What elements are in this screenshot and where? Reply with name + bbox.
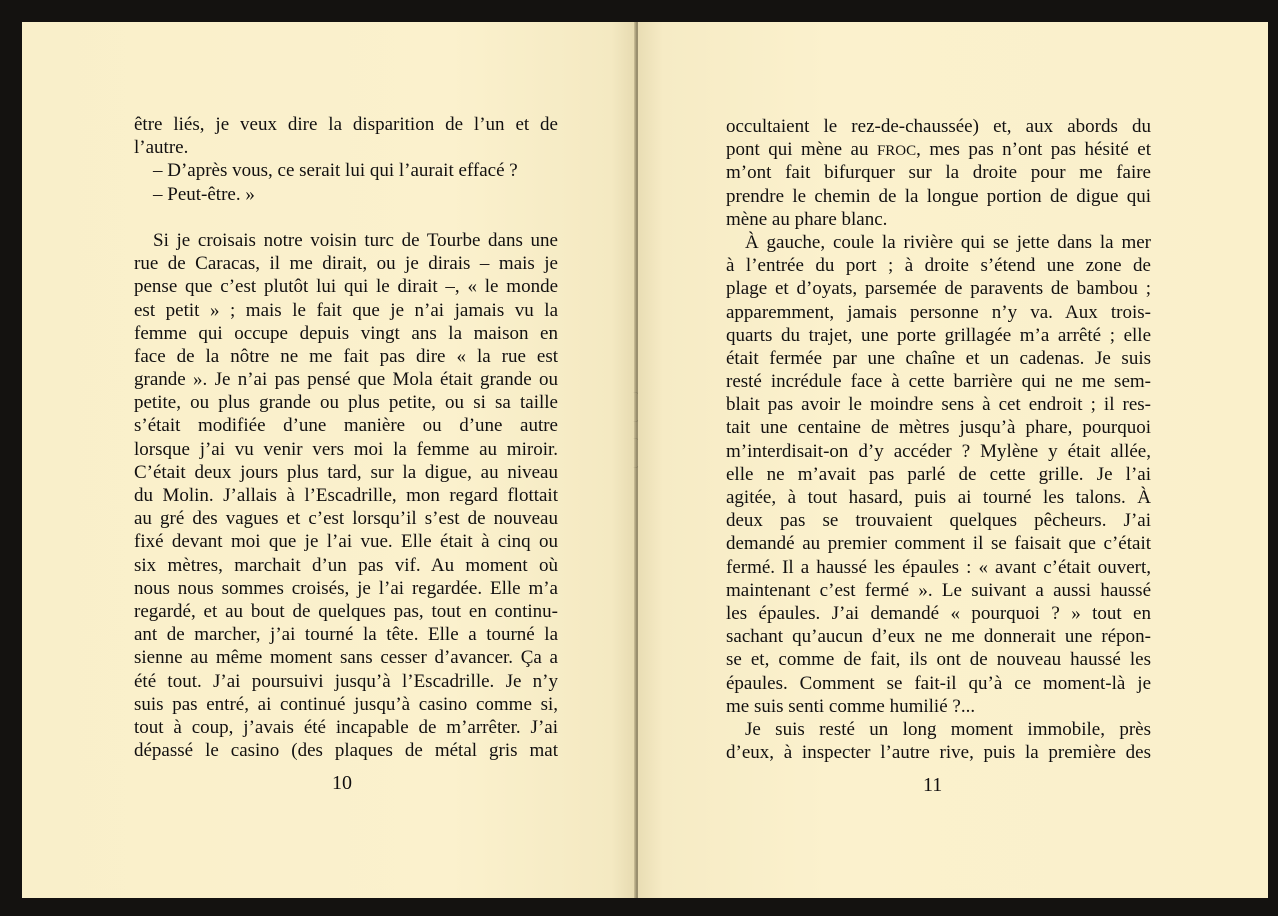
text-line: être liés, je veux dire la disparition de l’un et de	[134, 114, 558, 135]
text-line: À gauche, coule la rivière qui se jette dans la mer	[745, 231, 1151, 253]
text-line: – D’après vous, ce serait lui qui l’aurait effacé ?	[153, 160, 518, 182]
text-line: agitée, à tout hasard, puis ai tourné les talons. À	[726, 487, 1151, 508]
text-line: face de la nôtre ne me fait pas dire « la rue est	[134, 345, 558, 367]
text-line: deux pas se trouvaient quelques pêcheurs. J’ai	[726, 510, 1151, 532]
text-line: prendre le chemin de la longue portion de digue qui	[726, 185, 1151, 207]
text-line: d’eux, à inspecter l’autre rive, puis la première des	[726, 742, 1151, 764]
text-line: suis pas entré, ai continué jusqu’à casino comme si,	[134, 693, 558, 715]
text-line: maintenant c’est fermé ». Le suivant a aussi haussé	[726, 579, 1151, 601]
left-page-number: 10	[332, 772, 352, 794]
right-page	[638, 22, 1268, 898]
text-line: six mètres, marchait d’un pas vif. Au moment où	[134, 554, 558, 576]
text-line: resté incrédule face à cette barrière qui ne me sem-	[726, 371, 1151, 393]
text-line: petite, ou plus grande ou plus petite, ou si sa taille	[134, 392, 558, 414]
text-line: C’était deux jours plus tard, sur la digue, au niveau	[134, 461, 558, 483]
text-line: les épaules. J’ai demandé « pourquoi ? » tout en	[726, 602, 1151, 624]
text-line: m’ont fait bifurquer sur la droite pour me faire	[726, 162, 1151, 184]
text-line: Je suis resté un long moment immobile, près	[745, 718, 1151, 740]
text-line: – Peut-être. »	[153, 183, 255, 205]
text-line: elle ne m’avait pas parlé de cette grille. Je l’ai	[726, 463, 1151, 485]
text-line: était fermée par une chaîne et un cadenas. Je suis	[726, 347, 1151, 369]
text-line: rue de Caracas, il me dirait, ou je dirais – mais je	[134, 253, 558, 275]
text-line: lorsque j’ai vu venir vers moi la femme au miroir.	[134, 438, 558, 460]
text-line: demandé au premier comment il se faisait que c’était	[726, 533, 1151, 555]
text-line: épaules. Comment se fait-il qu’à ce moment-là je	[726, 672, 1151, 694]
text-line: au gré des vagues et c’est lorsqu’il s’est de nouveau	[134, 508, 558, 530]
text-line: est petit » ; mais le fait que je n’ai jamais vu la	[134, 299, 558, 321]
paragraph-break	[134, 206, 558, 229]
text-line: plage et d’oyats, parsemée de paravents de bambou ;	[726, 278, 1151, 300]
text-line: été tout. J’ai poursuivi jusqu’à l’Escadrille. Je n’y	[134, 670, 558, 692]
text-line: ant de marcher, j’ai tourné la tête. Elle a tourné la	[134, 624, 558, 646]
text-line: tait une centaine de mètres jusqu’à phare, pourquoi	[726, 417, 1151, 439]
text-line: à l’entrée du port ; à droite s’étend une zone de	[726, 255, 1151, 277]
text-line: sienne au même moment sans cesser d’avancer. Ça a	[134, 647, 558, 669]
text-line: pense que c’est plutôt lui qui le dirait –, « le monde	[134, 276, 558, 298]
text-line: tout à coup, j’avais été incapable de m’arrêter. J’ai	[134, 716, 558, 738]
text-line: s’était modifiée d’une manière ou d’une autre	[134, 415, 558, 437]
text-line: m’interdisait-on d’y accéder ? Mylène y était allée,	[726, 440, 1151, 462]
left-page-text	[134, 113, 558, 762]
text-line: Si je croisais notre voisin turc de Tourbe dans une	[153, 229, 558, 251]
text-line: nous nous sommes croisés, je l’ai regardée. Elle m’a	[134, 577, 558, 599]
text-line: mène au phare blanc.	[726, 208, 888, 230]
text-line: femme qui occupe depuis vingt ans la maison en	[134, 322, 558, 344]
right-page-text	[726, 115, 1151, 764]
text-line: se et, comme de fait, ils ont de nouveau haussé les	[726, 649, 1151, 671]
text-line: apparemment, jamais personne n’y va. Aux trois-	[726, 301, 1151, 323]
text-line: occultaient le rez-de-chaussée) et, aux abords du	[726, 116, 1151, 137]
text-line: pont qui mène au FROC, mes pas n’ont pas hésité et	[726, 139, 1151, 161]
text-line: sachant qu’aucun d’eux ne me donnerait une répon-	[726, 626, 1151, 648]
right-page-number: 11	[923, 774, 943, 796]
left-page	[22, 22, 636, 898]
text-line: dépassé le casino (des plaques de métal gris mat	[134, 740, 558, 762]
text-line: fermé. Il a haussé les épaules : « avant c’était ouvert,	[726, 556, 1151, 578]
text-line: grande ». Je n’ai pas pensé que Mola était grande ou	[134, 369, 558, 391]
text-line: du Molin. J’allais à l’Escadrille, mon regard flottait	[134, 485, 558, 506]
text-line: blait pas avoir le moindre sens à cet endroit ; il res-	[726, 394, 1151, 416]
text-line: me suis senti comme humilié ?...	[726, 695, 976, 717]
text-line: fixé devant moi que je l’ai vue. Elle était à cinq ou	[134, 531, 558, 553]
text-line: regardé, et au bout de quelques pas, tout en continu-	[134, 600, 558, 622]
text-line: l’autre.	[134, 137, 189, 159]
text-line: quarts du trajet, une porte grillagée m’a arrêté ; elle	[726, 324, 1151, 346]
